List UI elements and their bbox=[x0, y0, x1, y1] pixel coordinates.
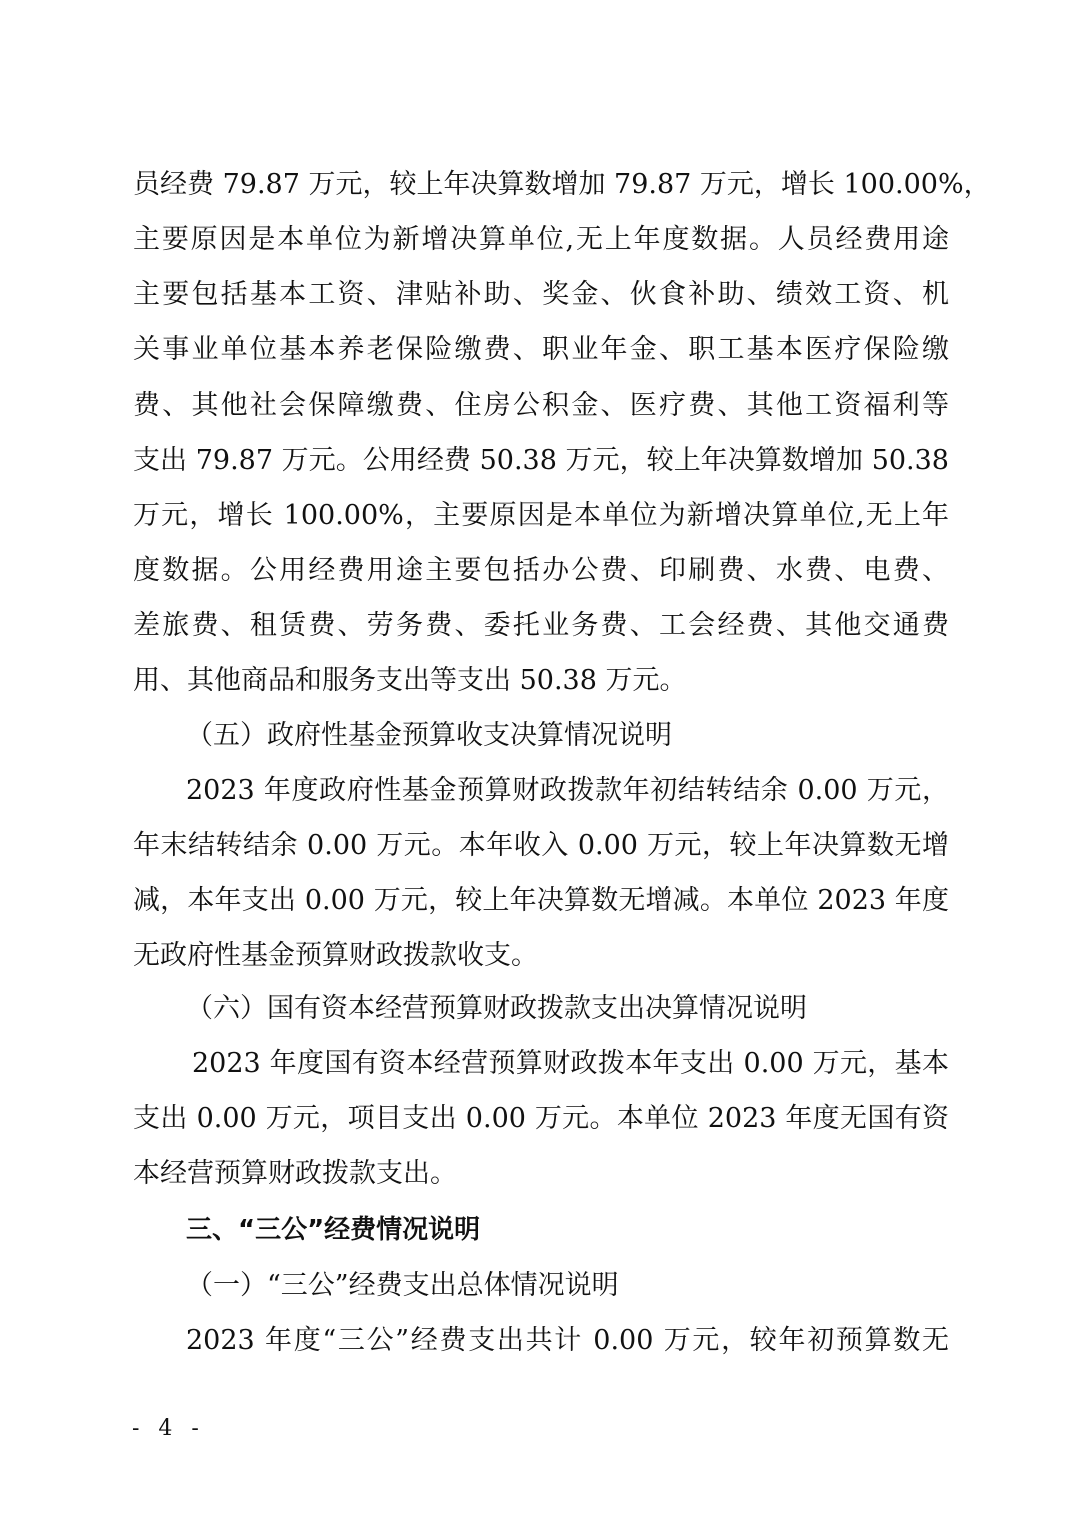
paragraph-line: 无政府性基金预算财政拨款收支。 bbox=[133, 940, 538, 971]
section-heading: （六）国有资本经营预算财政拨款支出决算情况说明 bbox=[186, 993, 807, 1024]
paragraph-line: 关事业单位基本养老保险缴费、职业年金、职工基本医疗保险缴 bbox=[133, 334, 949, 365]
paragraph-line: 2023 年度政府性基金预算财政拨款年初结转结余 0.00 万元， bbox=[186, 775, 949, 806]
chapter-heading: 三、“三公”经费情况说明 bbox=[186, 1215, 481, 1245]
section-heading: （五）政府性基金预算收支决算情况说明 bbox=[186, 720, 672, 751]
paragraph-line: 主要包括基本工资、津贴补助、奖金、伙食补助、绩效工资、机 bbox=[133, 279, 949, 310]
page-number: - 4 - bbox=[132, 1416, 205, 1441]
paragraph-line: 员经费 79.87 万元，较上年决算数增加 79.87 万元，增长 100.00%， bbox=[133, 169, 991, 200]
paragraph-line: 度数据。公用经费用途主要包括办公费、印刷费、水费、电费、 bbox=[133, 555, 949, 586]
paragraph-line: 用、其他商品和服务支出等支出 50.38 万元。 bbox=[133, 665, 687, 696]
paragraph-line: 差旅费、租赁费、劳务费、委托业务费、工会经费、其他交通费 bbox=[133, 610, 949, 641]
paragraph-line: 2023 年度国有资本经营预算财政拨本年支出 0.00 万元，基本 bbox=[192, 1048, 949, 1079]
paragraph-line: 年末结转结余 0.00 万元。本年收入 0.00 万元，较上年决算数无增 bbox=[133, 830, 949, 861]
paragraph-line: 支出 0.00 万元，项目支出 0.00 万元。本单位 2023 年度无国有资 bbox=[133, 1103, 949, 1134]
paragraph-line: 费、其他社会保障缴费、住房公积金、医疗费、其他工资福利等 bbox=[133, 390, 949, 421]
section-heading: （一）“三公”经费支出总体情况说明 bbox=[186, 1270, 619, 1301]
paragraph-line: 主要原因是本单位为新增决算单位,无上年度数据。人员经费用途 bbox=[133, 224, 949, 255]
paragraph-line: 减，本年支出 0.00 万元，较上年决算数无增减。本单位 2023 年度 bbox=[133, 885, 949, 916]
paragraph-line: 万元，增长 100.00%，主要原因是本单位为新增决算单位,无上年 bbox=[133, 500, 949, 531]
paragraph-line: 本经营预算财政拨款支出。 bbox=[133, 1158, 457, 1189]
paragraph-line: 2023 年度“三公”经费支出共计 0.00 万元，较年初预算数无 bbox=[186, 1325, 949, 1356]
paragraph-line: 支出 79.87 万元。公用经费 50.38 万元，较上年决算数增加 50.38 bbox=[133, 445, 949, 476]
